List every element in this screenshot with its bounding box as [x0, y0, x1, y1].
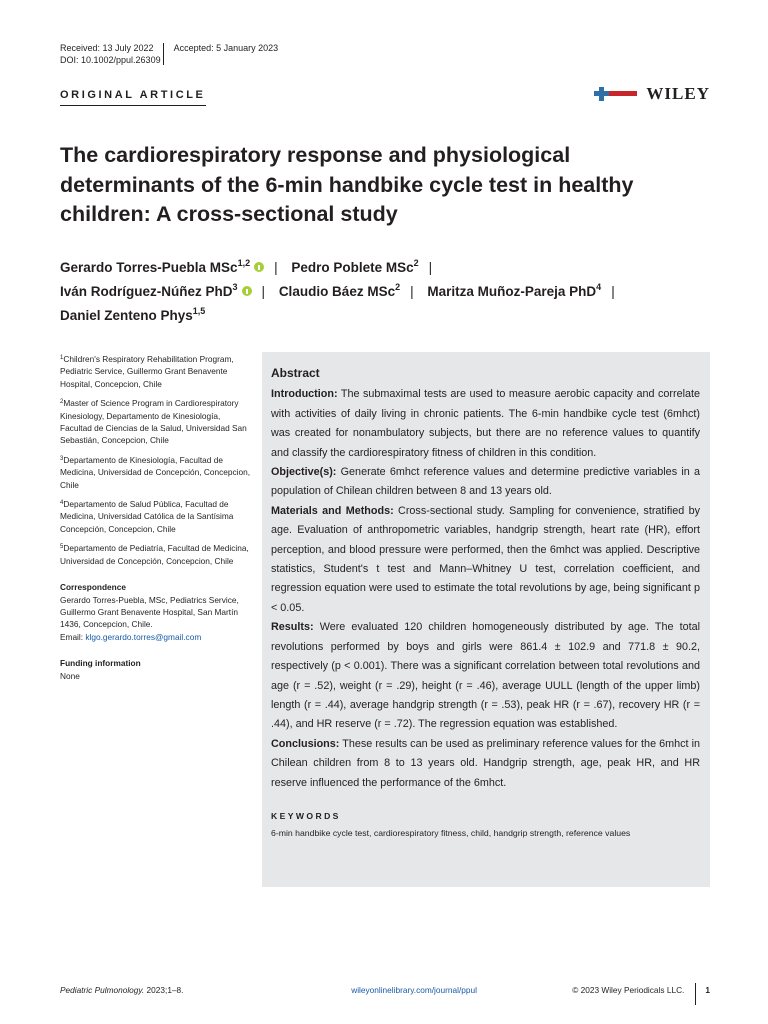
abstract-objective: Objective(s): Generate 6mhct reference values and determine predictive variables in a population of Chilean children between 8 and 13 years old. — [271, 466, 700, 498]
copyright: © 2023 Wiley Periodicals LLC. — [572, 985, 685, 995]
abstract-panel — [262, 352, 710, 887]
author[interactable]: Daniel Zenteno Phys$^{1,5}$ — [60, 306, 206, 323]
abstract-results: Results: Were evaluated 120 children homogeneously distributed by age. The total revolutions performed by boys and girls were 861.4 ± 102.9 and 771.8 ± 90.2, respectively (p < 0.001). There was a significant correlation between total revolutions and age (r = .52), weight (r = .29), height (r = .46), average UULL (length of the upper limb) length (r = .44), average handgrip strength (r = .53), peak HR (r = .67), recovery HR (r = .44), and HR reserve (r = .72). The regression equation was established. — [271, 621, 700, 731]
author[interactable]: Claudio Báez MSc$^2$ — [278, 282, 401, 299]
email-link[interactable]: klgo.gerardo.torres@gmail.com — [85, 631, 202, 642]
funding-text: None — [60, 670, 80, 681]
funding-heading: Funding information — [60, 658, 141, 669]
author[interactable]: Maritza Muñoz-Pareja PhD$^4$ — [427, 282, 602, 299]
author[interactable]: Iván Rodríguez-Núñez PhD$^3$ — [60, 282, 238, 299]
author[interactable]: Pedro Poblete MSc$^2$ — [291, 258, 419, 275]
publisher-logo — [592, 84, 710, 104]
check-for-updates-icon[interactable] — [592, 87, 638, 101]
article-title: The cardiorespiratory response and physiological determinants of the 6-min handbike cycle test in healthy children: A cross-sectional study — [60, 143, 634, 226]
journal-url-link[interactable]: wileyonlinelibrary.com/journal/ppul — [351, 985, 477, 995]
affiliation: $^4$Departamento de Salud Pública, Facultad de Medicina, Universidad Católica de la Santísima Concepción, Concepcion, Chile — [60, 499, 234, 534]
abstract-conclusions: Conclusions: These results can be used as preliminary reference values for the 6mhct in Chilean children from 8 to 13 years old. Handgrip strength, age, peak HR, and HR reserve influenced the performance of the 6mhct. — [271, 737, 700, 789]
orcid-icon[interactable] — [254, 262, 264, 272]
affiliations-sidebar — [60, 353, 252, 688]
article-type: ORIGINAL ARTICLE — [60, 89, 206, 106]
abstract-methods: Materials and Methods: Cross-sectional study. Sampling for convenience, stratified by age. Evaluation of anthropometric variables, handgrip strength, heart rate (HR), effort perception, and blood pressure were performed, then the 6mhct was applied. Descriptive statistics, Student's t test and Mann–Whitney U test, correlation coefficient, and regression equation were used to estimate the total revolutions by age, being significant p < 0.05. — [271, 504, 700, 614]
author[interactable]: Gerardo Torres-Puebla MSc$^{1,2}$ — [60, 258, 251, 275]
correspondence-text: Gerardo Torres-Puebla, MSc, Pediatrics Service, Guillermo Grant Benavente Hospital, San Martín 1436, Concepcion, Chile. Email: klgo.gerardo.torres@gmail.com — [60, 594, 239, 642]
received-date: Received: 13 July 2022 — [60, 43, 154, 53]
divider — [695, 983, 696, 1005]
abstract-heading: Abstract — [271, 366, 320, 380]
divider — [163, 43, 164, 65]
correspondence-heading: Correspondence — [60, 582, 126, 593]
author-list: Gerardo Torres-Puebla MSc$^{1,2}$ | Pedro Poblete MSc$^2$ | Iván Rodríguez-Núñez PhD$^3$ | Claudio Báez MSc$^2$ | Maritza Muñoz-Pareja PhD$^4$ | Daniel Zenteno Phys$^{1,5}$ — [60, 258, 615, 323]
accepted-date: Accepted: 5 January 2023 — [173, 43, 279, 53]
page-footer — [60, 979, 710, 1001]
keywords-heading: KEYWORDS — [271, 810, 341, 821]
doi[interactable]: DOI: 10.1002/ppul.26309 — [60, 55, 161, 65]
wiley-logo: WILEY — [646, 84, 710, 103]
orcid-icon[interactable] — [242, 286, 252, 296]
journal-citation: Pediatric Pulmonology. 2023;1–8. — [60, 985, 184, 995]
keywords-list: 6-min handbike cycle test, cardiorespiratory fitness, child, handgrip strength, reference values — [271, 827, 631, 838]
affiliation: $^3$Departamento de Kinesiología, Facultad de Medicina, Universidad de Concepción, Concepcion, Chile — [60, 454, 251, 490]
affiliation: $^5$Departamento de Pediatría, Facultad de Medicina, Universidad de Concepción, Concepcion, Chile — [60, 543, 249, 566]
affiliation: $^1$Children's Respiratory Rehabilitation Program, Pediatric Service, Guillermo Grant Benavente Hospital, Concepcion, Chile — [60, 354, 234, 389]
affiliation: $^2$Master of Science Program in Cardiorespiratory Kinesiology, Departamento de Kinesiología, Facultad de Ciencias de la Salud, Universidad San Sebastián, Concepcion, Chile — [60, 398, 247, 446]
abstract-introduction: Introduction: The submaximal tests are used to measure aerobic capacity and correlate with activities of daily living in chronic patients. The 6-min handbike cycle test (6mhct) was created for nonambulatory subjects, but there are no reference values to quantify and classify the cardiorespiratory fitness of children in this condition. — [271, 388, 700, 459]
page-number: 1 — [705, 985, 710, 995]
